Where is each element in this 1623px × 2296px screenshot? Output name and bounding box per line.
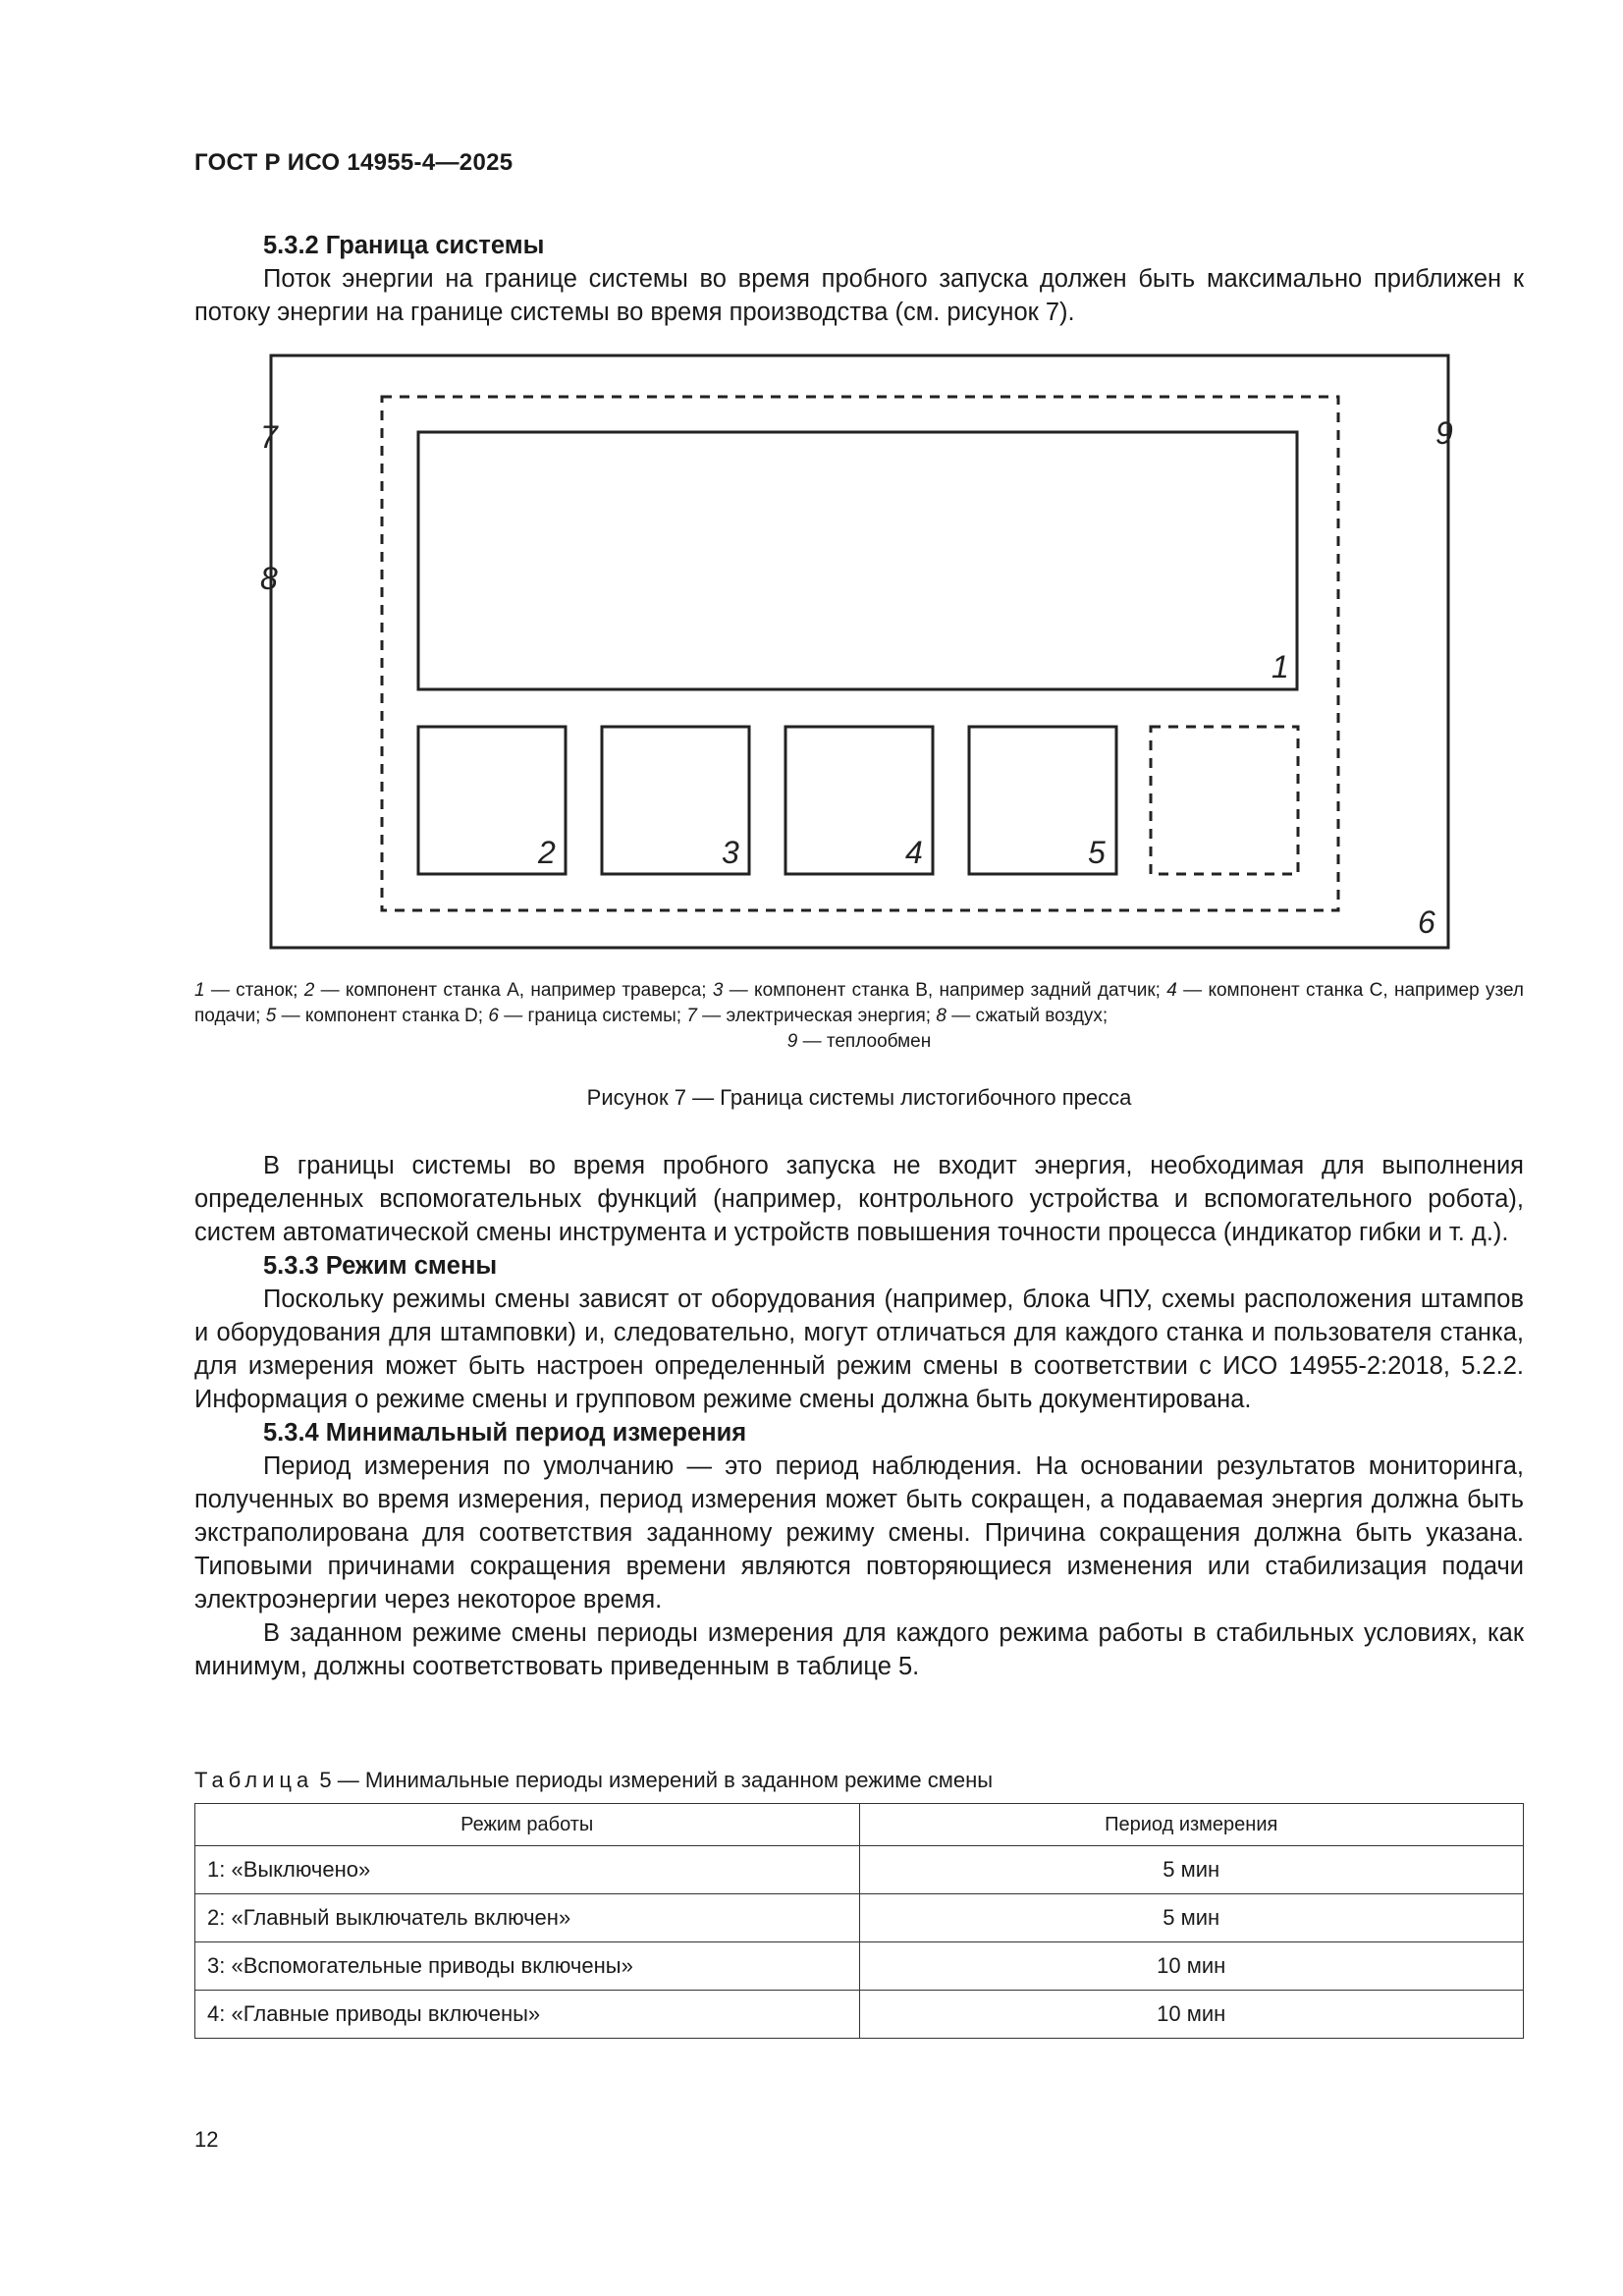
legend-num: 6 bbox=[488, 1006, 499, 1026]
legend-text: — электрическая энергия; bbox=[696, 1006, 937, 1026]
table-cell: 5 мин bbox=[859, 1846, 1524, 1894]
legend-num: 9 bbox=[786, 1031, 798, 1052]
legend-text: — граница системы; bbox=[498, 1006, 687, 1026]
legend-num: 3 bbox=[712, 980, 724, 1001]
paragraph: В границы системы во время пробного запуска не входит энергия, необходимая для выполнения определенных вспомогательных функций (например, контрольного устройства и вспомогательного робота), систем автоматической смены инструмента и устройств повышения точности процесса (индикатор гибки и т. д.). bbox=[194, 1152, 1524, 1246]
legend-text: — теплообмен bbox=[797, 1031, 932, 1052]
legend-num: 1 bbox=[194, 980, 205, 1001]
legend-num: 4 bbox=[1166, 980, 1177, 1001]
table-caption bbox=[194, 1768, 993, 1793]
table-row bbox=[195, 1894, 1524, 1942]
paragraph: Поток энергии на границе системы во время пробного запуска должен быть максимально приближен к потоку энергии на границе системы во время производства (см. рисунок 7). bbox=[194, 265, 1524, 326]
table-cell: 1: «Выключено» bbox=[195, 1846, 860, 1894]
component-box-4 bbox=[785, 727, 933, 874]
figure-label-1: 1 bbox=[1271, 649, 1289, 684]
figure-caption: Рисунок 7 — Граница системы листогибочного пресса bbox=[586, 1085, 1132, 1110]
figure-label-5: 5 bbox=[1088, 835, 1106, 870]
legend-text: — компонент станка B, например задний датчик; bbox=[723, 980, 1167, 1001]
legend-text: — компонент станка C, например узел подачи; bbox=[194, 980, 1525, 1026]
legend-num: 7 bbox=[686, 1006, 697, 1026]
table-row bbox=[195, 1942, 1524, 1991]
section-title: 5.3.2 Граница системы bbox=[263, 232, 545, 259]
optional-component-box bbox=[1151, 727, 1298, 874]
section-title: 5.3.3 Режим смены bbox=[263, 1252, 498, 1280]
figure-label-6: 6 bbox=[1418, 904, 1435, 940]
table-cell: 4: «Главные приводы включены» bbox=[195, 1991, 860, 2039]
document-header: ГОСТ Р ИСО 14955-4—2025 bbox=[194, 149, 514, 176]
column-header: Период измерения bbox=[859, 1804, 1524, 1846]
component-box-3 bbox=[602, 727, 749, 874]
figure-label-8: 8 bbox=[260, 561, 278, 596]
figure-label-9: 9 bbox=[1435, 415, 1453, 451]
table-cell: 3: «Вспомогательные приводы включены» bbox=[195, 1942, 860, 1991]
table-header-row bbox=[195, 1804, 1524, 1846]
component-box-5 bbox=[969, 727, 1116, 874]
figure-label-7: 7 bbox=[260, 419, 278, 455]
table-row bbox=[195, 1846, 1524, 1894]
component-box-2 bbox=[418, 727, 566, 874]
figure-label-4: 4 bbox=[905, 835, 923, 870]
table-cell: 10 мин bbox=[859, 1991, 1524, 2039]
legend-text: — сжатый воздух; bbox=[946, 1006, 1109, 1026]
table-cell: 10 мин bbox=[859, 1942, 1524, 1991]
table-cell: 2: «Главный выключатель включен» bbox=[195, 1894, 860, 1942]
dashed-boundary bbox=[382, 397, 1338, 910]
legend-text: — станок; bbox=[204, 980, 304, 1001]
column-header: Режим работы bbox=[195, 1804, 860, 1846]
section-title: 5.3.4 Минимальный период измерения bbox=[263, 1419, 747, 1447]
figure-label-2: 2 bbox=[538, 835, 556, 870]
paragraph: Поскольку режимы смены зависят от оборудования (например, блока ЧПУ, схемы расположения штампов и оборудования для штамповки) и, следовательно, могут отличаться для каждого станка и пользователя станка, для измерения может быть настроен определенный режим смены в соответствии с ИСО 14955-2:2018, 5.2.2. Информация о режиме смены и групповом режиме смены должна быть документирована. bbox=[194, 1285, 1524, 1413]
table-cell: 5 мин bbox=[859, 1894, 1524, 1942]
machine-box-1 bbox=[418, 432, 1297, 689]
legend-num: 2 bbox=[303, 980, 315, 1001]
legend-text: — компонент станка D; bbox=[276, 1006, 489, 1026]
table-row bbox=[195, 1991, 1524, 2039]
body-text bbox=[194, 1149, 1524, 1683]
legend-text: — компонент станка A, например траверса; bbox=[314, 980, 713, 1001]
legend-num: 5 bbox=[265, 1006, 277, 1026]
section-5-3-2 bbox=[194, 229, 1524, 329]
figure-label-3: 3 bbox=[722, 835, 739, 870]
page-number: 12 bbox=[194, 2127, 219, 2152]
system-boundary-frame bbox=[271, 355, 1448, 948]
paragraph: В заданном режиме смены периоды измерения для каждого режима работы в стабильных условиях, как минимум, должны соответствовать приведенным в таблице 5. bbox=[194, 1619, 1524, 1680]
table-caption-prefix: Таблица bbox=[194, 1768, 314, 1792]
legend-num: 8 bbox=[936, 1006, 947, 1026]
table-caption-text: 5 — Минимальные периоды измерений в заданном режиме смены bbox=[319, 1768, 994, 1792]
paragraph: Период измерения по умолчанию — это период наблюдения. На основании результатов мониторинга, полученных во время измерения, период измерения может быть сокращен, а подаваемая энергия должна быть экстраполирована для соответствия заданному режиму смены. Причина сокращения должна быть указана. Типовыми причинами сокращения времени являются повторяющиеся изменения или стабилизация подачи электроэнергии через некоторое время. bbox=[194, 1452, 1524, 1613]
measurement-periods-table bbox=[194, 1803, 1524, 2039]
figure-legend bbox=[194, 978, 1524, 1055]
